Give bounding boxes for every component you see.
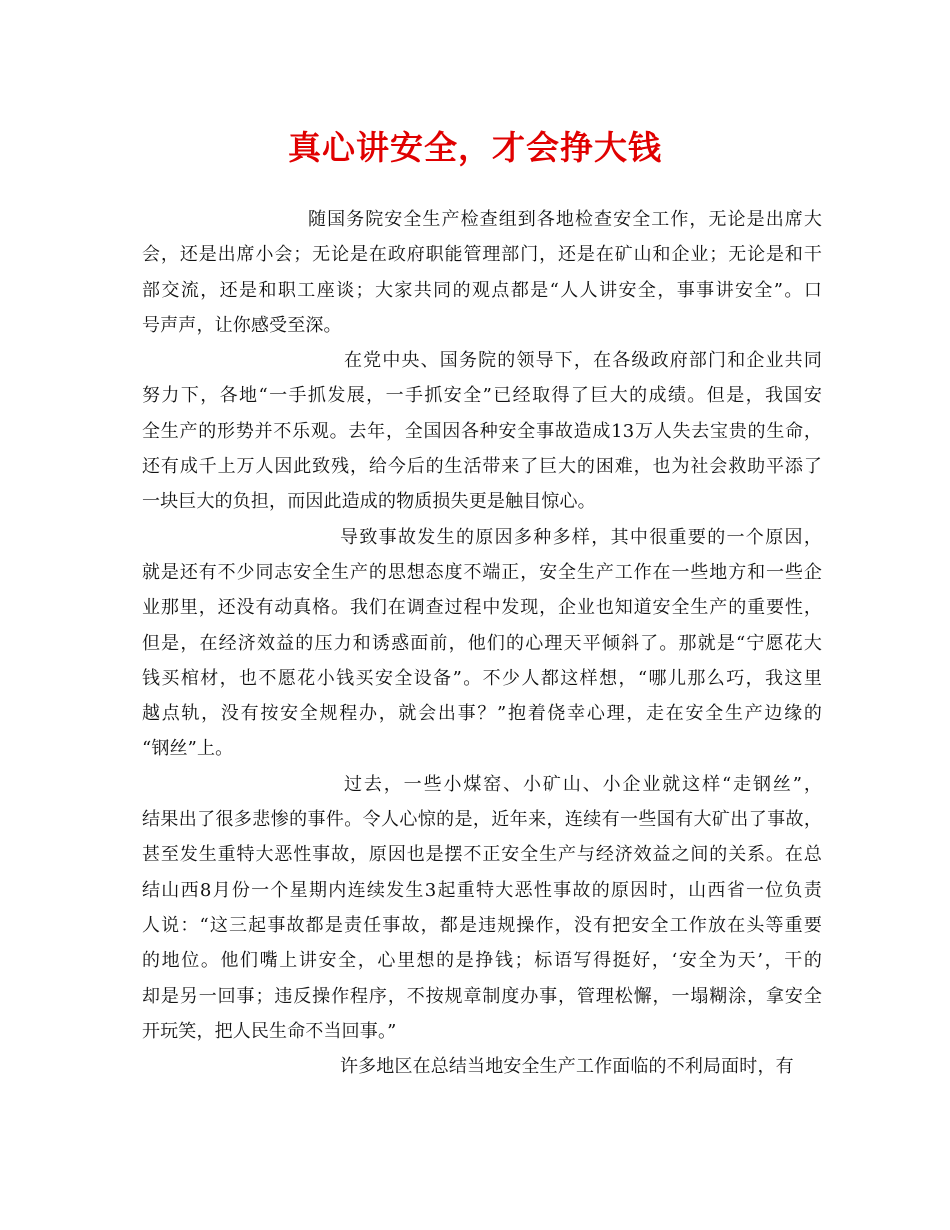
paragraph-line: 甚至发生重特大恶性事故，原因也是摆不正安全生产与经济效益之间的关系。在总 <box>142 844 822 866</box>
paragraph-line: 随国务院安全生产检查组到各地检查安全工作，无论是出席大 <box>308 209 822 230</box>
paragraph-line: 人说：“这三起事故都是责任事故，都是违规操作，没有把安全工作放在头等重要 <box>142 914 822 936</box>
paragraph <box>142 520 822 767</box>
paragraph-line: 结山西8月份一个星期内连续发生3起重特大恶性事故的原因时，山西省一位负责 <box>142 879 822 901</box>
document-title: 真心讲安全，才会挣大钱 <box>288 128 662 167</box>
paragraph-line: 努力下，各地“一手抓发展，一手抓安全”已经取得了巨大的成绩。但是，我国安 <box>142 385 822 407</box>
paragraph <box>142 767 822 1049</box>
paragraph-line: 业那里，还没有动真格。我们在调查过程中发现，企业也知道安全生产的重要性， <box>142 597 822 619</box>
paragraph-line: 但是，在经济效益的压力和诱惑面前，他们的心理天平倾斜了。那就是“宁愿花大 <box>142 632 822 654</box>
paragraph-line: 会，还是出席小会；无论是在政府职能管理部门，还是在矿山和企业；无论是和干 <box>142 244 822 266</box>
paragraph-line: 号声声，让你感受至深。 <box>142 314 342 336</box>
paragraph-line: 还有成千上万人因此致残，给今后的生活带来了巨大的困难，也为社会救助平添了 <box>142 456 822 478</box>
paragraph <box>142 1049 822 1084</box>
paragraph <box>142 343 822 519</box>
paragraph-line: 部交流，还是和职工座谈；大家共同的观点都是“人人讲安全，事事讲安全”。口 <box>142 279 822 301</box>
paragraph-line: 却是另一回事；违反操作程序，不按规章制度办事，管理松懈，一塌糊涂，拿安全 <box>142 985 822 1007</box>
paragraph-line: 结果出了很多悲惨的事件。令人心惊的是，近年来，连续有一些国有大矿出了事故， <box>142 809 822 831</box>
document-body <box>142 202 822 1084</box>
paragraph-line: 在党中央、国务院的领导下，在各级政府部门和企业共同 <box>344 350 822 372</box>
paragraph-line: 的地位。他们嘴上讲安全，心里想的是挣钱；标语写得挺好，‘安全为天’，干的 <box>142 950 822 972</box>
paragraph-line: 钱买棺材，也不愿花小钱买安全设备”。不少人都这样想，“哪儿那么巧，我这里 <box>142 667 822 689</box>
paragraph-line: 导致事故发生的原因多种多样，其中很重要的一个原因， <box>340 526 822 548</box>
paragraph-line: 一块巨大的负担，而因此造成的物质损失更是触目惊心。 <box>142 491 596 513</box>
paragraph-line: 过去，一些小煤窑、小矿山、小企业就这样“走钢丝”， <box>344 773 822 795</box>
paragraph-line: 全生产的形势并不乐观。去年，全国因各种安全事故造成13万人失去宝贵的生命， <box>142 420 822 442</box>
paragraph-line: 就是还有不少同志安全生产的思想态度不端正，安全生产工作在一些地方和一些企 <box>142 561 822 583</box>
paragraph-line: 开玩笑，把人民生命不当回事。” <box>142 1020 397 1042</box>
paragraph-line: “钢丝”上。 <box>142 738 234 760</box>
paragraph-line: 许多地区在总结当地安全生产工作面临的不利局面时，有 <box>340 1056 794 1078</box>
paragraph <box>142 202 822 343</box>
paragraph-line: 越点轨，没有按安全规程办，就会出事？”抱着侥幸心理，走在安全生产边缘的 <box>142 703 822 725</box>
